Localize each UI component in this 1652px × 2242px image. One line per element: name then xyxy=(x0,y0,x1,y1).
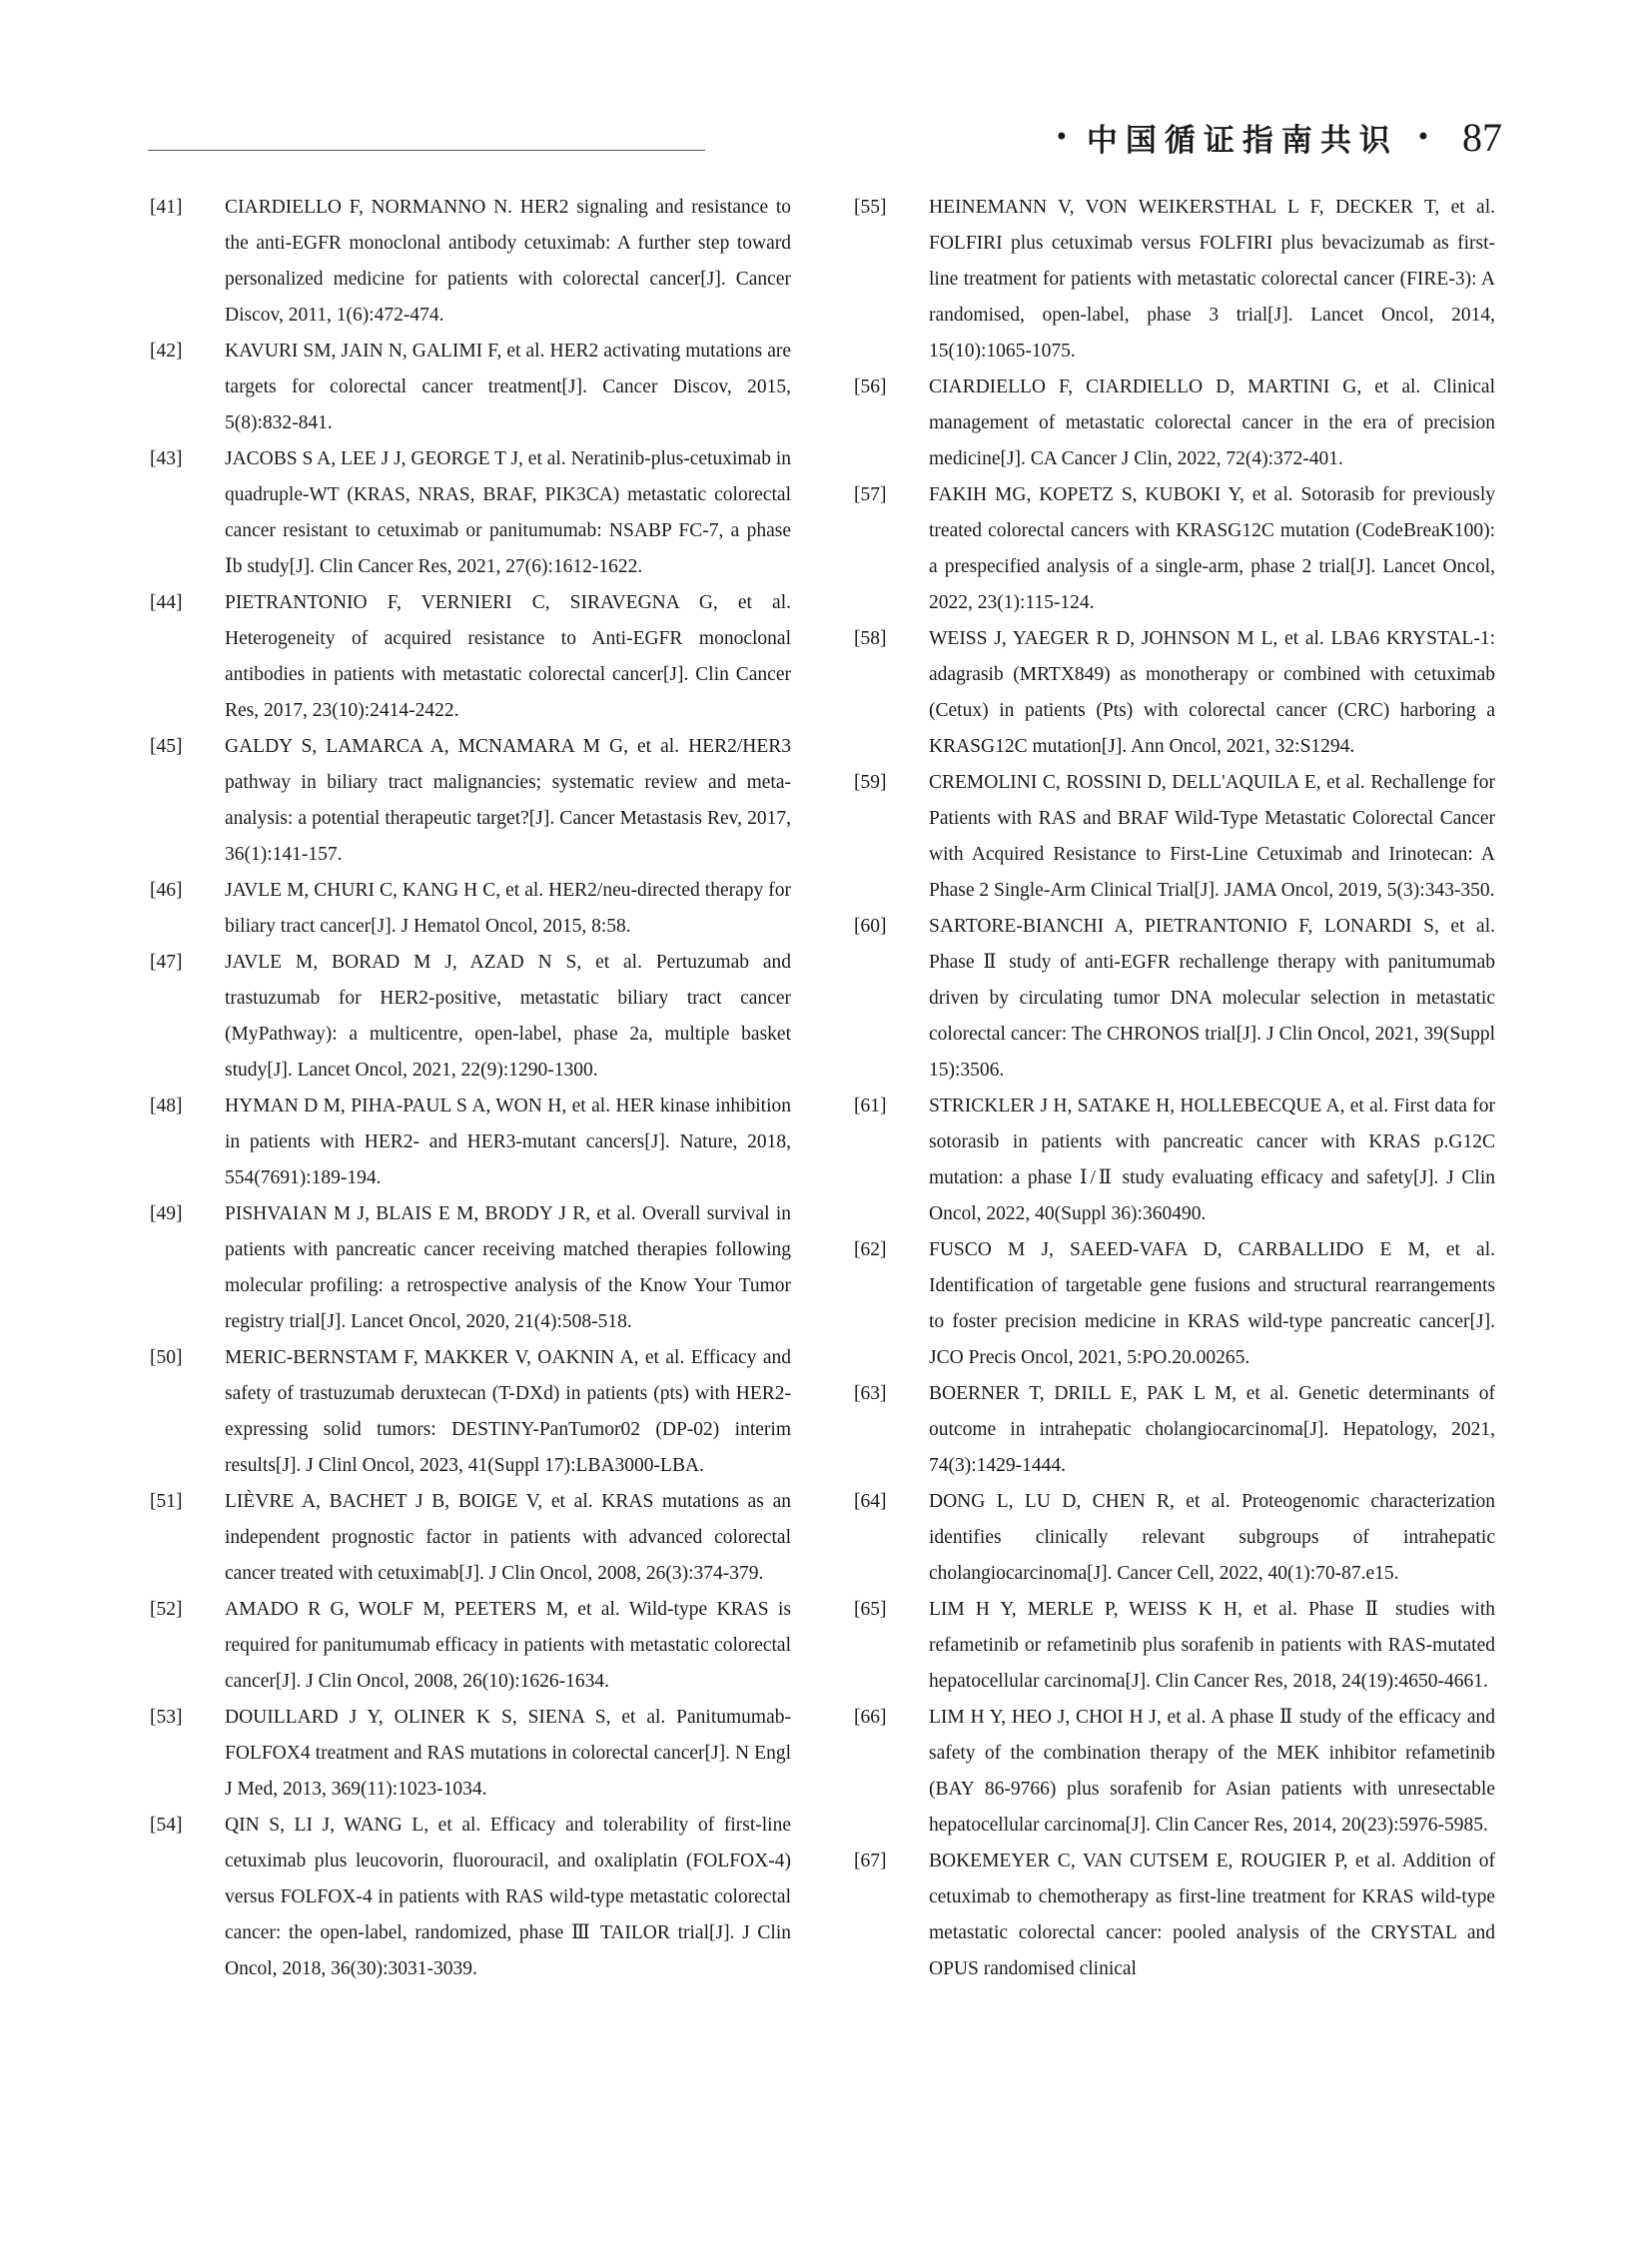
reference-number: [47] xyxy=(150,952,183,973)
reference-item xyxy=(854,370,1495,477)
reference-item xyxy=(854,765,1495,909)
reference-text: CREMOLINI C, ROSSINI D, DELL'AQUILA E, et al. Rechallenge for Patients with RAS and BRAF Wild-Type Metastatic Colorectal Cancer with Acquired Resistance to First-Line Cetuximab and Irinotecan: A Phase 2 Single-Arm Clinical Trial[J]. JAMA Oncol, 2019, 5(3):343-350. xyxy=(929,772,1495,901)
reference-item xyxy=(854,190,1495,370)
reference-column-right xyxy=(854,190,1495,1987)
reference-item xyxy=(150,873,791,945)
page-number: 87 xyxy=(1462,114,1502,160)
reference-item xyxy=(854,909,1495,1089)
reference-text: SARTORE-BIANCHI A, PIETRANTONIO F, LONARDI S, et al. Phase Ⅱ study of anti-EGFR rechallenge therapy with panitumumab driven by circulating tumor DNA molecular selection in metastatic colorectal cancer: The CHRONOS trial[J]. J Clin Oncol, 2021, 39(Suppl 15):3506. xyxy=(929,916,1495,1081)
reference-number: [44] xyxy=(150,592,183,613)
reference-number: [43] xyxy=(150,448,183,469)
reference-item xyxy=(854,1700,1495,1844)
reference-item xyxy=(150,1592,791,1700)
reference-text: BOERNER T, DRILL E, PAK L M, et al. Genetic determinants of outcome in intrahepatic cholangiocarcinoma[J]. Hepatology, 2021, 74(3):1429-1444. xyxy=(929,1383,1495,1476)
reference-number: [59] xyxy=(854,772,887,793)
reference-number: [55] xyxy=(854,197,887,218)
running-header xyxy=(1055,112,1502,162)
reference-number: [64] xyxy=(854,1491,887,1512)
reference-text: LIÈVRE A, BACHET J B, BOIGE V, et al. KRAS mutations as an independent prognostic factor in patients with advanced colorectal cancer treated with cetuximab[J]. J Clin Oncol, 2008, 26(3):374-379. xyxy=(225,1491,791,1584)
reference-number: [52] xyxy=(150,1599,183,1620)
reference-text: BOKEMEYER C, VAN CUTSEM E, ROUGIER P, et al. Addition of cetuximab to chemotherapy as first-line treatment for KRAS wild-type metastatic colorectal cancer: pooled analysis of the CRYSTAL and OPUS randomised clinical xyxy=(929,1851,1495,1979)
reference-number: [45] xyxy=(150,736,183,757)
journal-title: 中国循证指南共识 xyxy=(1086,122,1398,159)
reference-text: MERIC-BERNSTAM F, MAKKER V, OAKNIN A, et al. Efficacy and safety of trastuzumab deruxtecan (T-DXd) in patients (pts) with HER2-expressing solid tumors: DESTINY-PanTumor02 (DP-02) interim results[J]. J Clinl Oncol, 2023, 41(Suppl 17):LBA3000-LBA. xyxy=(225,1347,791,1476)
reference-item xyxy=(854,1232,1495,1376)
reference-text: PISHVAIAN M J, BLAIS E M, BRODY J R, et al. Overall survival in patients with pancreatic cancer receiving matched therapies following molecular profiling: a retrospective analysis of the Know Your Tumor registry trial[J]. Lancet Oncol, 2020, 21(4):508-518. xyxy=(225,1203,791,1332)
reference-text: GALDY S, LAMARCA A, MCNAMARA M G, et al. HER2/HER3 pathway in biliary tract malignancies; systematic review and meta-analysis: a potential therapeutic target?[J]. Cancer Metastasis Rev, 2017, 36(1):141-157. xyxy=(225,736,791,865)
reference-number: [51] xyxy=(150,1491,183,1512)
reference-item xyxy=(150,1340,791,1484)
reference-item xyxy=(854,477,1495,621)
reference-text: JAVLE M, BORAD M J, AZAD N S, et al. Pertuzumab and trastuzumab for HER2-positive, metastatic biliary tract cancer (MyPathway): a multicentre, open-label, phase 2a, multiple basket study[J]. Lancet Oncol, 2021, 22(9):1290-1300. xyxy=(225,952,791,1081)
reference-item xyxy=(150,1196,791,1340)
reference-text: LIM H Y, MERLE P, WEISS K H, et al. Phase Ⅱ studies with refametinib or refametinib plus sorafenib in patients with RAS-mutated hepatocellular carcinoma[J]. Clin Cancer Res, 2018, 24(19):4650-4661. xyxy=(929,1599,1495,1692)
reference-number: [54] xyxy=(150,1815,183,1836)
reference-item xyxy=(150,1484,791,1592)
reference-number: [57] xyxy=(854,484,887,505)
reference-text: JACOBS S A, LEE J J, GEORGE T J, et al. Neratinib-plus-cetuximab in quadruple-WT (KRAS, NRAS, BRAF, PIK3CA) metastatic colorectal cancer resistant to cetuximab or panitumumab: NSABP FC-7, a phase Ⅰb study[J]. Clin Cancer Res, 2021, 27(6):1612-1622. xyxy=(225,448,791,577)
reference-text: CIARDIELLO F, NORMANNO N. HER2 signaling and resistance to the anti-EGFR monoclonal antibody cetuximab: A further step toward personalized medicine for patients with colorectal cancer[J]. Cancer Discov, 2011, 1(6):472-474. xyxy=(225,197,791,326)
reference-number: [65] xyxy=(854,1599,887,1620)
reference-item xyxy=(854,1376,1495,1484)
reference-number: [63] xyxy=(854,1383,887,1404)
reference-item xyxy=(854,1089,1495,1232)
reference-item xyxy=(150,1700,791,1808)
reference-column-left xyxy=(150,190,791,1987)
reference-text: HYMAN D M, PIHA-PAUL S A, WON H, et al. HER kinase inhibition in patients with HER2- and HER3-mutant cancers[J]. Nature, 2018, 554(7691):189-194. xyxy=(225,1096,791,1188)
reference-text: WEISS J, YAEGER R D, JOHNSON M L, et al. LBA6 KRYSTAL-1: adagrasib (MRTX849) as monotherapy or combined with cetuximab (Cetux) in patients (Pts) with colorectal cancer (CRC) harboring a KRASG12C mutation[J]. Ann Oncol, 2021, 32:S1294. xyxy=(929,628,1495,757)
reference-number: [62] xyxy=(854,1239,887,1260)
reference-number: [46] xyxy=(150,880,183,901)
reference-text: HEINEMANN V, VON WEIKERSTHAL L F, DECKER T, et al. FOLFIRI plus cetuximab versus FOLFIRI plus bevacizumab as first-line treatment for patients with metastatic colorectal cancer (FIRE-3): A randomised, open-label, phase 3 trial[J]. Lancet Oncol, 2014, 15(10):1065-1075. xyxy=(929,197,1495,362)
reference-item xyxy=(150,1089,791,1196)
reference-text: QIN S, LI J, WANG L, et al. Efficacy and tolerability of first-line cetuximab plus leucovorin, fluorouracil, and oxaliplatin (FOLFOX-4) versus FOLFOX-4 in patients with RAS wild-type metastatic colorectal cancer: the open-label, randomized, phase Ⅲ TAILOR trial[J]. J Clin Oncol, 2018, 36(30):3031-3039. xyxy=(225,1815,791,1979)
reference-number: [61] xyxy=(854,1096,887,1117)
reference-item xyxy=(150,1808,791,1987)
reference-number: [48] xyxy=(150,1096,183,1117)
reference-number: [58] xyxy=(854,628,887,649)
reference-text: AMADO R G, WOLF M, PEETERS M, et al. Wild-type KRAS is required for panitumumab efficacy in patients with metastatic colorectal cancer[J]. J Clin Oncol, 2008, 26(10):1626-1634. xyxy=(225,1599,791,1692)
reference-item xyxy=(150,334,791,441)
header-bullet-right: • xyxy=(1415,123,1430,151)
reference-text: KAVURI SM, JAIN N, GALIMI F, et al. HER2 activating mutations are targets for colorectal cancer treatment[J]. Cancer Discov, 2015, 5(8):832-841. xyxy=(225,341,791,433)
reference-number: [42] xyxy=(150,341,183,362)
header-bullet-left: • xyxy=(1054,123,1069,151)
reference-item xyxy=(150,190,791,334)
reference-number: [41] xyxy=(150,197,183,218)
reference-number: [56] xyxy=(854,376,887,397)
reference-item xyxy=(854,1844,1495,1987)
reference-number: [67] xyxy=(854,1851,887,1871)
reference-text: PIETRANTONIO F, VERNIERI C, SIRAVEGNA G, et al. Heterogeneity of acquired resistance to Anti-EGFR monoclonal antibodies in patients with metastatic colorectal cancer[J]. Clin Cancer Res, 2017, 23(10):2414-2422. xyxy=(225,592,791,721)
reference-item xyxy=(150,441,791,585)
reference-text: CIARDIELLO F, CIARDIELLO D, MARTINI G, et al. Clinical management of metastatic colorectal cancer in the era of precision medicine[J]. CA Cancer J Clin, 2022, 72(4):372-401. xyxy=(929,376,1495,469)
reference-text: JAVLE M, CHURI C, KANG H C, et al. HER2/neu-directed therapy for biliary tract cancer[J]. J Hematol Oncol, 2015, 8:58. xyxy=(225,880,791,937)
reference-item xyxy=(150,729,791,873)
reference-text: FUSCO M J, SAEED-VAFA D, CARBALLIDO E M, et al. Identification of targetable gene fusions and structural rearrangements to foster precision medicine in KRAS wild-type pancreatic cancer[J]. JCO Precis Oncol, 2021, 5:PO.20.00265. xyxy=(929,1239,1495,1368)
header-rule xyxy=(148,150,705,151)
reference-text: DONG L, LU D, CHEN R, et al. Proteogenomic characterization identifies clinically relevant subgroups of intrahepatic cholangiocarcinoma[J]. Cancer Cell, 2022, 40(1):70-87.e15. xyxy=(929,1491,1495,1584)
reference-text: FAKIH MG, KOPETZ S, KUBOKI Y, et al. Sotorasib for previously treated colorectal cancers with KRASG12C mutation (CodeBreaK100): a prespecified analysis of a single-arm, phase 2 trial[J]. Lancet Oncol, 2022, 23(1):115-124. xyxy=(929,484,1495,613)
reference-number: [50] xyxy=(150,1347,183,1368)
reference-item xyxy=(854,1592,1495,1700)
reference-text: STRICKLER J H, SATAKE H, HOLLEBECQUE A, et al. First data for sotorasib in patients with pancreatic cancer with KRAS p.G12C mutation: a phase Ⅰ/Ⅱ study evaluating efficacy and safety[J]. J Clin Oncol, 2022, 40(Suppl 36):360490. xyxy=(929,1096,1495,1224)
reference-number: [66] xyxy=(854,1707,887,1728)
reference-item xyxy=(150,945,791,1089)
reference-text: DOUILLARD J Y, OLINER K S, SIENA S, et al. Panitumumab-FOLFOX4 treatment and RAS mutations in colorectal cancer[J]. N Engl J Med, 2013, 369(11):1023-1034. xyxy=(225,1707,791,1800)
reference-item xyxy=(854,621,1495,765)
reference-number: [49] xyxy=(150,1203,183,1224)
reference-item xyxy=(150,585,791,729)
reference-text: LIM H Y, HEO J, CHOI H J, et al. A phase Ⅱ study of the efficacy and safety of the combination therapy of the MEK inhibitor refametinib (BAY 86-9766) plus sorafenib for Asian patients with unresectable hepatocellular carcinoma[J]. Clin Cancer Res, 2014, 20(23):5976-5985. xyxy=(929,1707,1495,1836)
reference-number: [60] xyxy=(854,916,887,937)
reference-number: [53] xyxy=(150,1707,183,1728)
reference-item xyxy=(854,1484,1495,1592)
